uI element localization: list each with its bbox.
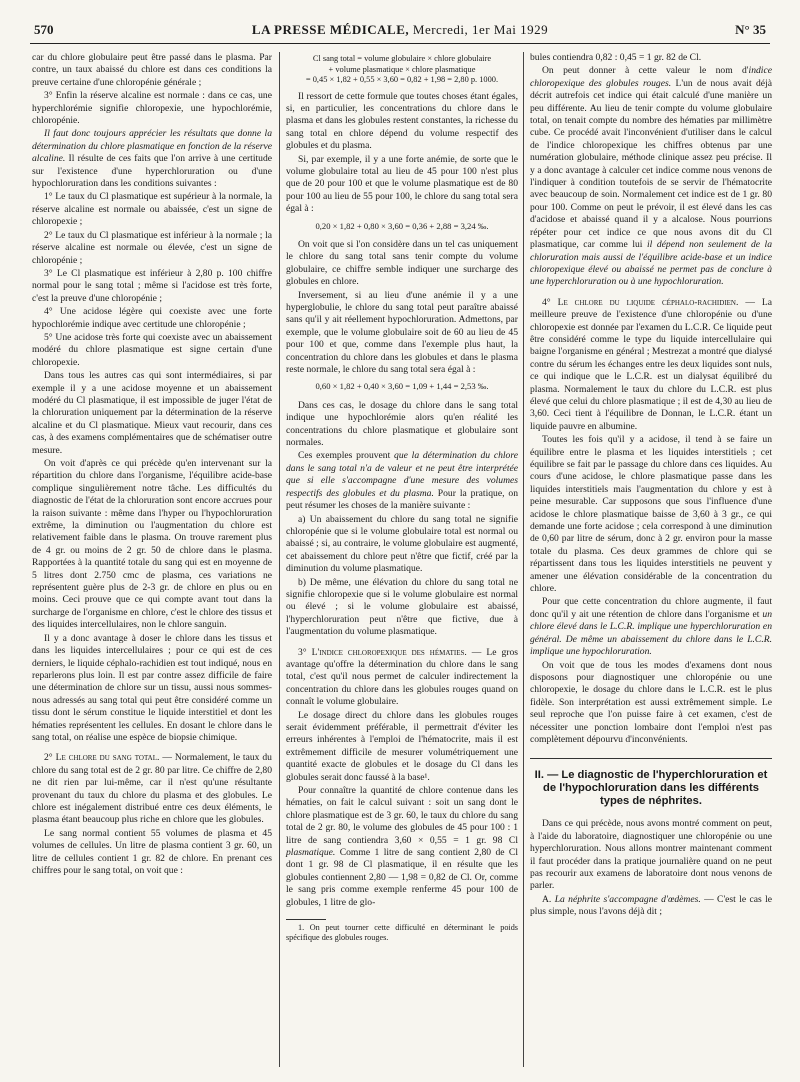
- paragraph: [530, 596, 772, 658]
- subsection-number: 2°: [44, 752, 53, 764]
- list-item: a) Un abaissement du chlore du sang total ne signifie chloropénie que si le volume globulaire total est normal ou abaissé ; si, au contraire, le volume globulaire est augmenté, cet abaissement du chlore peut n'être que fictif, créé par la diminution du volume plasmatique.: [286, 513, 518, 575]
- paragraph-text: Ces exemples prouvent: [298, 450, 395, 462]
- paragraph-text: Comme 1 litre de sang contient 2,80 de Cl dont 1 gr. 98 de Cl plasmatique, il en résulte que les globules contiennent 2,80 — 1,98 = 0,82 de Cl. Or, comme le sang pris comme exemple renferme 45 pour 100 de globules, 1 litre de glo-: [286, 847, 518, 908]
- paragraph: car du chlore globulaire peut être passé dans le plasma. Par contre, un taux abaissé du chlore est dans ces conditions la preuve certaine d'une chloropénie générale ;: [32, 52, 272, 88]
- list-item: 5° Une acidose très forte qui coexiste avec un abaissement modéré du chlore plasmatique est signe certain d'une chloropexie.: [32, 331, 272, 368]
- paragraph: [530, 65, 772, 288]
- column-middle: [286, 52, 518, 944]
- paragraph: Toutes les fois qu'il y a acidose, il tend à se faire un équilibre entre le plasma et les liquides interstitiels ; cet équilibre se fait par le passage du chlore dans ces liquides. Au cours d'une acidose, le chlore plasmatique passe dans les liquides interstitiels mais l'augmentation du chlore y est à peine mesurable. Car supposons que sous l'influence d'une acidose le chlore plasmatique baisse de 3,60 à 3 gr., ce qui demande une forte acidose ; cela correspond à une diminution de 0,60 par litre de sérum, donc à 2 gr. environ pour la masse totale du plasma. Ces deux grammes de chlore qui se répartissent dans tous les liquides interstitiels ne peuvent y amener une élévation considérable de la concentration du chlore.: [530, 434, 772, 595]
- page-header: [30, 10, 770, 44]
- subsection-paragraph: [32, 752, 272, 826]
- paragraph-text: On peut donner à cette valeur le nom d': [542, 65, 749, 77]
- paragraph: Inversement, si au lieu d'une anémie il y a une hyperglobulie, le chlore du sang total peut paraître abaissé sans qu'il y ait réellement hypochloruration. Admettons, par exemple, que le volume globulaire soit de 60 au lieu de 45 pour 100 et que, comme dans l'exemple plus haut, la concentration du chlore dans les globules et dans le plasma reste normale, le chlore du sang total sera égal à :: [286, 289, 518, 376]
- issue-number: N° 35: [735, 22, 766, 37]
- footnote: 1. On peut tourner cette difficulté en déterminant le poids spécifique des globules rouges.: [286, 923, 518, 943]
- subsection-title: L'indice chloropexique des hématies.: [311, 646, 467, 658]
- paragraph: Dans tous les autres cas qui sont intermédiaires, si par exemple il y a une acidose moyenne et un abaissement modéré du Cl plasmatique, il est impossible de juger l'état de la chloruration uniquement par la détermination de la réserve alcaline et du Cl plasmatique. Mieux vaut recourir, dans ces cas, à des examens complémentaires que de schématiser outre mesure.: [32, 370, 272, 456]
- paragraph-text: A.: [542, 893, 555, 905]
- column-divider-left: [279, 52, 280, 1067]
- subsection-title: Le chlore du liquide céphalo-rachidien.: [557, 296, 739, 308]
- column-right: [530, 52, 772, 920]
- paragraph: Si, par exemple, il y a une forte anémie, de sorte que le volume globulaire total au lieu de 45 pour 100 n'est plus que de 20 pour 100 et que le volume plasmatique est de 80 pour 100 au lieu de 55 pour 100, le chlore du sang total sera égal à :: [286, 153, 518, 215]
- formula-line: Cl sang total = volume globulaire × chlore globulaire: [312, 54, 492, 63]
- section-rule: [530, 758, 772, 759]
- paragraph-text: — C'est le cas le plus simple, nous l'avons déjà dit ;: [530, 893, 772, 918]
- paragraph: 3° Enfin la réserve alcaline est normale : dans ce cas, une hyperchlorémie signifie chloropexie, une hypochlorémie, chloropénie.: [32, 90, 272, 127]
- paragraph: On voit d'après ce qui précède qu'en intervenant sur la répartition du chlore dans l'organisme, l'équilibre acide-base complique singulièrement notre tâche. Les difficultés du diagnostic de l'état de la chloruration sont encore accrues pour la raison suivante : même dans l'hyper ou l'hypochloruration extrême, la diminution ou l'augmentation du chlore est relativement faible dans le plasma. On trouve rarement plus de 4 gr. ou moins de 2 gr. 50 de chlore dans le plasma. Rapportées à la quantité totale du sang qui est en moyenne de 5 litres dont 2.750 cmc de plasma, ces variations ne représentent guère plus de 2-3 gr. de chlore en plus ou en moins. Ceci prouve que ce qui compte avant tout dans la surcharge de l'organisme en chlore, c'est le chlore des tissus et des liquides intercellulaires, non le chlore sanguin.: [32, 458, 272, 631]
- subsection-text: — La meilleure preuve de l'existence d'une chloropénie ou d'une chloropexie est donnée par l'examen du L.C.R. Ce liquide peut être considéré comme le type du liquide intercellulaire qui baigne l'organisme en général ; Mestrezat a montré que dialysé contre du sérum les échanges entre les deux liquides sont nuls, ce qui indique que le L.C.R. est un dialysat équilibré du plasma. Normalement le taux du chlore du L.C.R. est plus élevé que celui du chlore plasmatique ; il est de 4,30 au lieu de 3,60. Ceci tient à l'équilibre de Donnan, le L.C.R. étant un liquide pauvre en albumine.: [530, 296, 772, 432]
- subsection-number: 3°: [298, 646, 307, 658]
- paragraph: Il y a donc avantage à doser le chlore dans les tissus et dans les liquides intercellulaires ; pour ce qui est de ces derniers, le liquide céphalo-rachidien est tout indiqué, nous en reparlerons plus loin. Il est par contre assez difficile de faire une détermination de chlore sur un tissu, aussi nous sommes-nous adressés au sang total qui peut être considéré comme un tissu dont le sérum constitue le liquide interstitiel et dont les hématies représentent les cellules. En dosant le chlore dans le sang total, on réalise une espèce de biopsie chimique.: [32, 632, 272, 743]
- list-item: b) De même, une élévation du chlore du sang total ne signifie chloropexie que si le volume globulaire est normal ou élevé ; si le volume globulaire est abaissé, l'hyperchloruration peut n'être que fictive, due à l'augmentation du volume plasmatique.: [286, 576, 518, 638]
- list-item: 1° Le taux du Cl plasmatique est supérieur à la normale, la réserve alcaline est normale ou abaissée, c'est un signe de chloropexie ;: [32, 191, 272, 228]
- paragraph: bules contiendra 0,82 : 0,45 = 1 gr. 82 de Cl.: [530, 52, 702, 63]
- italic-word: plasmatique.: [286, 847, 336, 859]
- equation: 0,60 × 1,82 + 0,40 × 3,60 = 1,09 + 1,44 = 2,53 ‰.: [315, 381, 489, 392]
- subsection-text: — Le gros avantage qu'offre la détermination du chlore dans le sang total, c'est qu'il nous permet de calculer indirectement la concentration du chlore dans les globules rouges quand on connaît le volume globulaire.: [286, 646, 518, 708]
- footnote-rule: [286, 919, 326, 920]
- equation: 0,20 × 1,82 + 0,80 × 3,60 = 0,36 + 2,88 = 3,24 ‰.: [315, 220, 489, 231]
- italic-statement: un chlore élevé dans le L.C.R. implique une hyperchloruration en général. De même un abaissement du chlore dans le L.C.R. implique une hypochloruration.: [530, 608, 772, 658]
- paragraph-text: Il résulte de ces faits que l'on arrive à une certitude sur l'existence d'une hyperchloruration ou d'une hypochloruration dans les conditions suivantes :: [32, 153, 272, 190]
- subsection-title: Le chlore du sang total.: [55, 752, 160, 764]
- formula-line: + volume plasmatique × chlore plasmatique: [328, 64, 476, 74]
- paragraph: [286, 785, 518, 909]
- italic-term: indice chloropexique des globules rouges.: [530, 65, 772, 89]
- list-item: 2° Le taux du Cl plasmatique est inférieur à la normale ; la réserve alcaline est normale ou élevée, c'est un signe de chloropénie ;: [32, 229, 272, 266]
- journal-name: LA PRESSE MÉDICALE,: [251, 22, 410, 37]
- paragraph: [530, 894, 772, 919]
- subsection-paragraph: [530, 297, 772, 433]
- formula-block: [286, 54, 518, 86]
- paragraph: Dans ce qui précède, nous avons montré comment on peut, à l'aide du laboratoire, diagnostiquer une chloropénie ou une hyperchloruration. Nous allons montrer maintenant comment il faut procéder dans la pratique journalière quand on ne peut pas recourir aux examens de laboratoire dont nous venons de parler.: [530, 818, 772, 892]
- italic-statement: que la détermination du chlore dans le sang total n'a de valeur et ne peut être interprétée que si elle s'accompagne d'une mesure des volumes respectifs des globules et du plasma.: [286, 450, 518, 499]
- paragraph: On voit que de tous les modes d'examens dont nous disposons pour diagnostiquer une chloropénie ou une chloropexie, le dosage du chlore dans le L.C.R. est le plus fidèle. Son interprétation est aussi extrêmement simple. Le seul reproche que l'on puisse faire à cet examen, c'est de nécessiter une ponction lombaire dont l'emploi n'est pas complètement dépourvu d'inconvénients.: [530, 659, 772, 745]
- paragraph: Dans ces cas, le dosage du chlore dans le sang total indique une hypochlorémie alors qu'en réalité les concentrations du chlore plasmatique et globulaire sont normales.: [286, 399, 518, 449]
- italic-heading: La néphrite s'accompagne d'œdèmes.: [554, 893, 701, 905]
- page-number: 570: [34, 22, 54, 37]
- paragraph: [286, 450, 518, 512]
- list-item: 3° Le Cl plasmatique est inférieur à 2,80 p. 100 chiffre normal pour le sang total ; même si l'acidose est très forte, c'est la preuve d'une chloropénie ;: [32, 267, 272, 304]
- column-left: [32, 52, 272, 878]
- italic-statement: Il faut donc toujours apprécier les résultats que donne la détermination du chlore plasmatique en fonction de la réserve alcaline.: [32, 128, 272, 165]
- list-item: 4° Une acidose légère qui coexiste avec une forte hypochlorémie indique avec certitude une chloropénie ;: [32, 306, 272, 330]
- paragraph: Le dosage direct du chlore dans les globules rouges serait évidemment préférable, il permettrait d'éviter les erreurs inhérentes à l'emploi de l'hématocrite, mais il est extrêmement difficile de mesurer volumétriquement une quantité exacte de globules et le dosage du Cl dans les globules serait donc faussé à la base¹.: [286, 709, 518, 783]
- paragraph-text: L'un de nous avait déjà décrit autrefois cet indice qui était calculé d'une manière un peu différente. Au lieu de tenir compte du volume globulaire total, on tenait compte du nombre des hématies par millimètre cube. Ce procédé avait l'inconvénient d'utiliser dans le calcul de l'indice chloropexique les chiffres obtenus par une numération globulaire, méthode clinique assez peu précise. Il y a donc avantage à calculer cet indice comme nous venons de l'indiquer à condition toutefois de se servir de l'hématocrite avec beaucoup de soin. Normalement cet indice est de 1 gr. 80 pour 100. Comme on peut le prévoir, il est élevé dans les cas d'acidose et abaissé quand il y a alcalose. Nous pourrions répéter pour cet indice ce que nous avons dit du Cl plasmatique, car comme lui: [530, 77, 772, 251]
- journal-title: [30, 22, 770, 38]
- paragraph: [32, 128, 272, 190]
- paragraph-text: Pour la pratique, on peut résumer les choses de la manière suivante :: [286, 487, 518, 512]
- issue-date: Mercredi, 1er Mai 1929: [412, 22, 549, 37]
- subsection-text: — Normalement, le taux du chlore du sang total est de 2 gr. 80 par litre. Ce chiffre de 2,80 ne dit rien par lui-même, car il n'est qu'une résultante provenant du taux du chlore du plasma et des globules. Le chlore est inégalement distribué entre ces deux éléments, le plasma étant beaucoup plus riche en chlore que les globules.: [32, 752, 272, 826]
- section-heading: II. — Le diagnostic de l'hyperchloruration et de l'hypochloruration dans les différents types de néphrites.: [534, 769, 768, 808]
- paragraph-text: Pour connaître la quantité de chlore contenue dans les hématies, on fait le calcul suivant : soit un sang dont le chlore plasmatique est de 3 gr. 60, le taux du chlore du sang total de 2 gr. 80, le volume des globules de 45 pour 100 : 1 litre de sang contiendra 3,60 × 0,55 = 1 gr. 98 Cl: [286, 785, 518, 846]
- paragraph-text: Pour que cette concentration du chlore augmente, il faut donc qu'il y ait une rétention de chlore dans l'organisme et: [530, 596, 772, 620]
- paragraph: Il ressort de cette formule que toutes choses étant égales, si, en particulier, les concentrations du chlore dans le plasma et dans les globules restent constantes, la richesse du sang total en chlore dépend du volume respectif des globules et du plasma.: [286, 90, 518, 152]
- italic-statement: il dépend non seulement de la chloruration mais aussi de l'équilibre acide-base et un indice chloropexique élevé ou abaissé ne permet pas de conclure à une hyperchloruration ou à une hypochloruration.: [530, 239, 772, 288]
- column-divider-right: [523, 52, 524, 1067]
- subsection-number: 4°: [542, 296, 551, 308]
- formula-line: = 0,45 × 1,82 + 0,55 × 3,60 = 0,82 + 1,98 = 2,80 p. 1000.: [305, 75, 499, 84]
- paragraph: Le sang normal contient 55 volumes de plasma et 45 volumes de cellules. Un litre de plasma contient 3 gr. 60, un litre de cellules contient 1 gr. 82 de chlore. En prenant ces chiffres pour le sang total, on voit que :: [32, 827, 272, 876]
- subsection-paragraph: [286, 647, 518, 709]
- paragraph: On voit que si l'on considère dans un tel cas uniquement le chlore du sang total sans tenir compte du volume globulaire, ce chiffre semble indiquer une surcharge des globules en chlore.: [286, 238, 518, 288]
